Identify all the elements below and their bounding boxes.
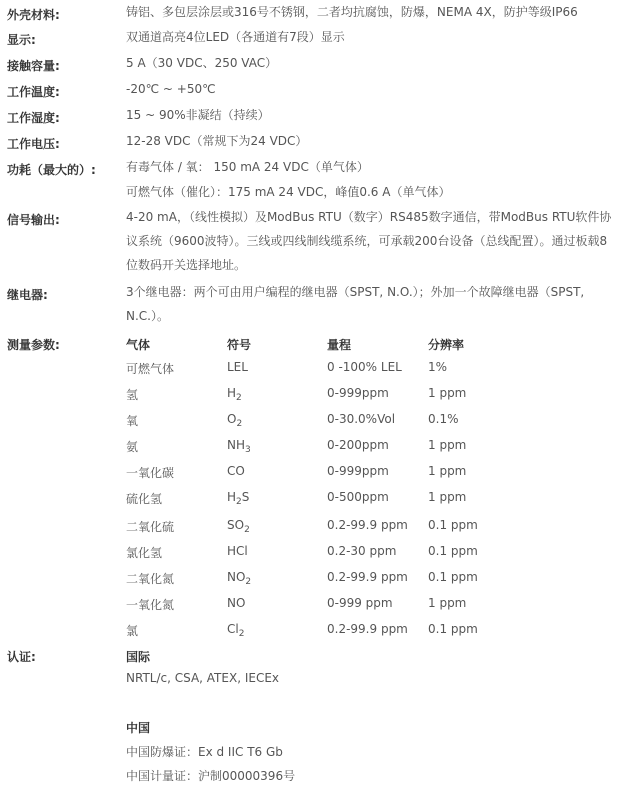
gas-range: 0.2-99.9 ppm — [327, 622, 408, 636]
col-header-range: 量程 — [327, 338, 352, 352]
symbol-subscript: 2 — [236, 393, 242, 403]
symbol-subscript: 2 — [236, 419, 243, 429]
gas-resolution: 1 ppm — [428, 438, 467, 452]
gas-symbol — [227, 544, 248, 558]
gas-range: 0-500ppm — [327, 490, 389, 504]
contact-capacity-label: 接触容量: — [7, 59, 60, 73]
gas-range: 0 -100% LEL — [327, 360, 402, 374]
contact-capacity-value: 5 A（30 VDC、250 VAC） — [126, 56, 278, 70]
symbol-main: H — [227, 490, 237, 504]
symbol-subscript: 2 — [238, 629, 245, 639]
housing-label: 外壳材料: — [7, 8, 60, 22]
gas-symbol — [227, 596, 245, 610]
signal-label: 信号输出: — [7, 213, 60, 227]
gas-range: 0-999ppm — [327, 386, 389, 400]
gas-symbol — [227, 386, 242, 403]
col-header-symbol: 符号 — [227, 338, 252, 352]
symbol-subscript: 2 — [244, 525, 250, 535]
symbol-main: NO — [227, 570, 246, 584]
gas-symbol — [227, 464, 245, 478]
gas-resolution: 0.1% — [428, 412, 459, 426]
gas-symbol — [227, 518, 250, 535]
gas-resolution: 1 ppm — [428, 490, 467, 504]
gas-resolution: 0.1 ppm — [428, 622, 478, 636]
international-value: NRTL/c, CSA, ATEX, IECEx — [126, 671, 280, 685]
symbol-main: H — [227, 386, 237, 400]
signal-value: 4-20 mA，（线性模拟）及ModBus RTU（数字）RS485数字通信，带ModBus RTU软件协议系统（9600波特）。三线或四线制线缆系统，可承载200台设备（总线配置）。通过板载8位数码开关选择地址。 — [126, 210, 612, 272]
measurement-label: 测量参数: — [7, 338, 60, 352]
relay-value: 3个继电器：两个可由用户编程的继电器（SPST, N.O.）；外加一个故障继电器（SPST, N.C.）。 — [126, 285, 585, 323]
power-line-1: 有毒气体 / 氧： 150 mA 24 VDC（单气体） — [126, 160, 369, 174]
symbol-subscript: 3 — [245, 445, 251, 455]
gas-name: 硫化氢 — [126, 492, 163, 506]
gas-resolution: 1 ppm — [428, 386, 467, 400]
gas-range: 0.2-99.9 ppm — [327, 570, 408, 584]
gas-resolution: 0.1 ppm — [428, 518, 478, 532]
symbol-main: HCl — [227, 544, 248, 558]
gas-name: 氨 — [126, 440, 139, 454]
power-line-2: 可燃气体（催化）：175 mA 24 VDC，峰值0.6 A（单气体） — [126, 185, 451, 199]
humidity-value: 15 ~ 90%非凝结（持续） — [126, 108, 270, 122]
china-ex-certificate: 中国防爆证：Ex d IIC T6 Gb — [126, 745, 283, 759]
temperature-label: 工作温度: — [7, 85, 60, 99]
symbol-subscript: 2 — [245, 577, 252, 587]
voltage-label: 工作电压: — [7, 137, 60, 151]
gas-resolution: 0.1 ppm — [428, 544, 478, 558]
power-label: 功耗（最大的）: — [7, 163, 96, 177]
symbol-main: SO — [227, 518, 245, 532]
symbol-main: Cl — [227, 622, 239, 636]
gas-symbol — [227, 570, 251, 587]
col-header-resolution: 分辨率 — [428, 338, 465, 352]
gas-name: 氧 — [126, 414, 139, 428]
gas-name: 氢 — [126, 388, 139, 402]
gas-resolution: 1% — [428, 360, 448, 374]
gas-resolution: 0.1 ppm — [428, 570, 478, 584]
humidity-label: 工作湿度: — [7, 111, 60, 125]
gas-range: 0.2-99.9 ppm — [327, 518, 408, 532]
symbol-main: NO — [227, 596, 246, 610]
display-label: 显示: — [7, 33, 36, 47]
display-value: 双通道高亮4位LED（各通道有7段）显示 — [126, 30, 345, 44]
housing-value: 铸铝、多包层涂层或316号不锈钢，二者均抗腐蚀，防爆，NEMA 4X，防护等级IP66 — [126, 5, 578, 19]
gas-name: 可燃气体 — [126, 362, 175, 376]
symbol-subscript: 2 — [236, 497, 242, 507]
symbol-main: CO — [227, 464, 245, 478]
certification-label: 认证: — [7, 650, 36, 664]
china-heading: 中国 — [126, 721, 151, 735]
gas-name: 二氧化硫 — [126, 520, 175, 534]
gas-range: 0-999ppm — [327, 464, 389, 478]
gas-range: 0-999 ppm — [327, 596, 393, 610]
international-heading: 国际 — [126, 650, 151, 664]
gas-symbol — [227, 412, 242, 429]
gas-range: 0-30.0%Vol — [327, 412, 396, 426]
voltage-value: 12-28 VDC（常规下为24 VDC） — [126, 134, 308, 148]
gas-resolution: 1 ppm — [428, 464, 467, 478]
gas-range: 0-200ppm — [327, 438, 389, 452]
gas-symbol — [227, 360, 248, 374]
gas-symbol — [227, 438, 251, 455]
china-metrology-certificate: 中国计量证：沪制00000396号 — [126, 769, 296, 783]
gas-name: 氯 — [126, 624, 139, 638]
temperature-value: -20℃ ~ +50℃ — [126, 82, 216, 96]
symbol-main: LEL — [227, 360, 248, 374]
gas-symbol — [227, 490, 249, 507]
gas-name: 一氧化碳 — [126, 466, 175, 480]
gas-name: 一氧化氮 — [126, 598, 175, 612]
symbol-main: NH — [227, 438, 245, 452]
gas-name: 二氧化氮 — [126, 572, 175, 586]
gas-symbol — [227, 622, 244, 639]
gas-name: 氯化氢 — [126, 546, 163, 560]
gas-resolution: 1 ppm — [428, 596, 467, 610]
symbol-main: O — [227, 412, 237, 426]
col-header-gas: 气体 — [126, 338, 151, 352]
gas-range: 0.2-30 ppm — [327, 544, 397, 558]
symbol-tail: S — [241, 490, 250, 504]
relay-label: 继电器: — [7, 288, 48, 302]
